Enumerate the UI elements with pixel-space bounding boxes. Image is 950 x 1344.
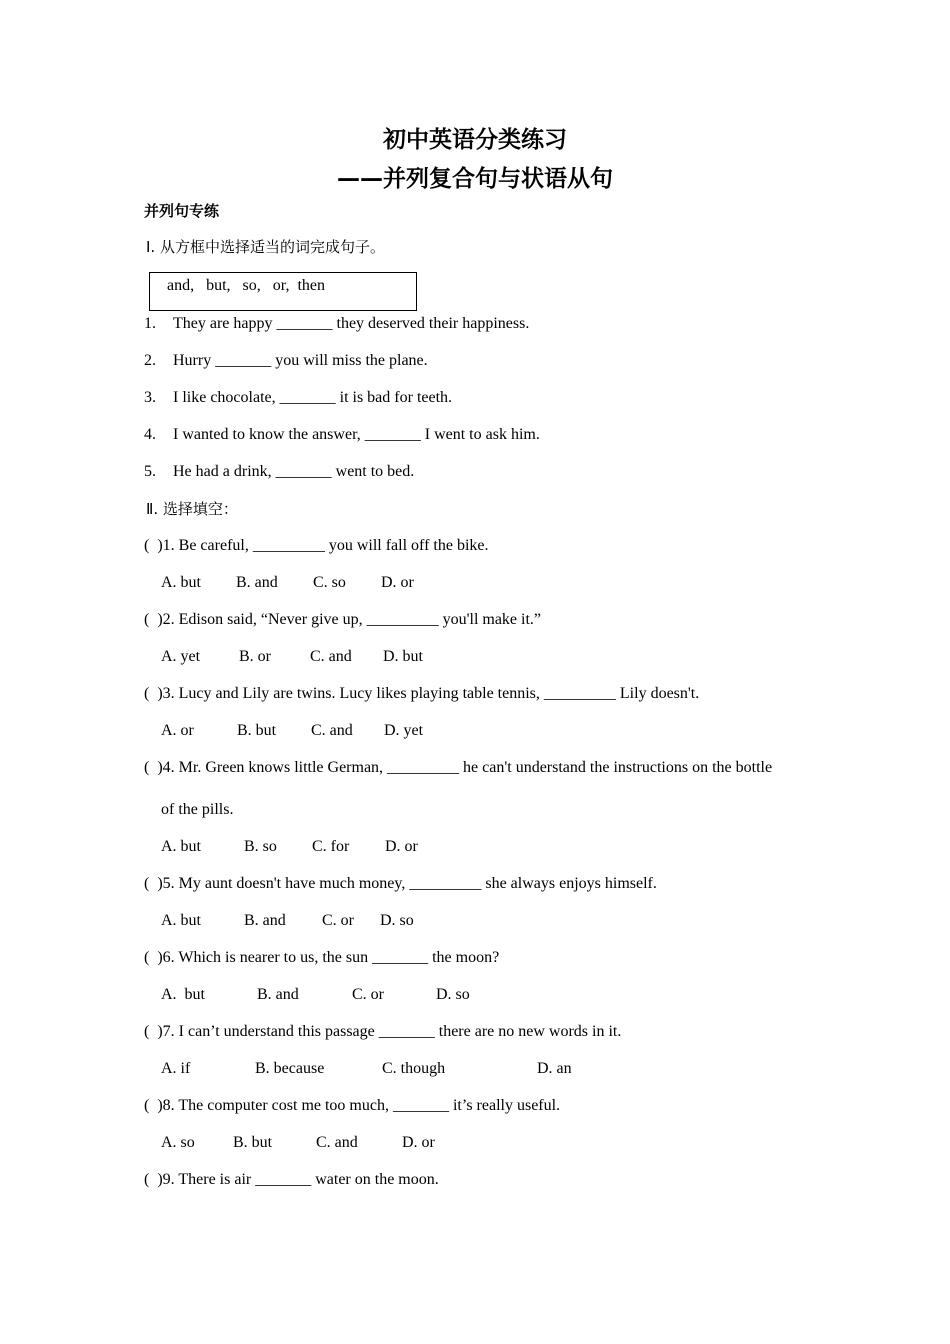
option-c: C. so: [313, 574, 346, 591]
option-c: C. though: [382, 1060, 446, 1077]
list-item: 1. They are happy _______ they deserved their happiness.: [144, 315, 530, 332]
option-c: C. and: [310, 648, 352, 665]
item-text: I wanted to know the answer, _______ I went to ask him.: [173, 426, 540, 443]
option-b: B. or: [239, 648, 271, 665]
option-a: A. if: [161, 1060, 191, 1077]
question-stem-continuation: of the pills.: [161, 801, 234, 818]
part2-instruction: Ⅱ. 选择填空：: [146, 500, 238, 518]
question-stem: ( )9. There is air _______ water on the moon.: [144, 1171, 439, 1188]
item-text: He had a drink, _______ went to bed.: [173, 463, 415, 480]
option-d: D. an: [537, 1060, 572, 1077]
question-stem: ( )5. My aunt doesn't have much money, _________ she always enjoys himself.: [144, 875, 657, 892]
option-a: A. or: [161, 722, 194, 739]
option-b: B. and: [236, 574, 278, 591]
word-box-text: and, but, so, or, then: [167, 277, 326, 294]
option-b: B. and: [244, 912, 286, 929]
option-c: C. and: [316, 1134, 358, 1151]
option-b: B. and: [257, 986, 299, 1003]
option-a: A. so: [161, 1134, 195, 1151]
item-text: Hurry _______ you will miss the plane.: [173, 352, 428, 369]
option-d: D. so: [380, 912, 414, 929]
option-a: A. but: [161, 986, 205, 1003]
option-a: A. but: [161, 574, 201, 591]
question-stem: ( )4. Mr. Green knows little German, _________ he can't understand the instructions on the bottle: [144, 759, 773, 776]
option-a: A. but: [161, 838, 201, 855]
question-stem: ( )2. Edison said, “Never give up, _________ you'll make it.”: [144, 611, 542, 628]
list-item: 2. Hurry _______ you will miss the plane.: [144, 352, 428, 369]
option-a: A. but: [161, 912, 201, 929]
page-title: 初中英语分类练习: [383, 127, 567, 153]
option-d: D. or: [381, 574, 414, 591]
part1-instruction: Ⅰ. 从方框中选择适当的词完成句子。: [146, 238, 385, 256]
option-c: C. for: [312, 838, 350, 855]
option-d: D. but: [383, 648, 423, 665]
question-stem: ( )3. Lucy and Lily are twins. Lucy likes playing table tennis, _________ Lily doesn't.: [144, 685, 700, 702]
word-box: [149, 272, 417, 311]
page-subtitle: ——并列复合句与状语从句: [337, 166, 613, 192]
option-b: B. but: [233, 1134, 273, 1151]
option-c: C. or: [352, 986, 384, 1003]
list-item: 4. I wanted to know the answer, _______ I went to ask him.: [144, 426, 540, 443]
item-text: I like chocolate, _______ it is bad for teeth.: [173, 389, 453, 406]
question-stem: ( )7. I can’t understand this passage _______ there are no new words in it.: [144, 1023, 622, 1040]
question-stem: ( )1. Be careful, _________ you will fall off the bike.: [144, 537, 489, 554]
question-stem: ( )6. Which is nearer to us, the sun _______ the moon?: [144, 949, 500, 966]
option-b: B. but: [237, 722, 277, 739]
list-item: 5. He had a drink, _______ went to bed.: [144, 463, 415, 480]
option-a: A. yet: [161, 648, 201, 665]
option-b: B. because: [255, 1060, 325, 1077]
option-d: D. so: [436, 986, 470, 1003]
option-c: C. or: [322, 912, 354, 929]
option-d: D. yet: [384, 722, 424, 739]
option-c: C. and: [311, 722, 353, 739]
section-heading: 并列句专练: [144, 202, 220, 220]
option-d: D. or: [385, 838, 418, 855]
question-stem: ( )8. The computer cost me too much, _______ it’s really useful.: [144, 1097, 561, 1114]
item-text: They are happy _______ they deserved their happiness.: [173, 315, 530, 332]
option-d: D. or: [402, 1134, 435, 1151]
list-item: 3. I like chocolate, _______ it is bad for teeth.: [144, 389, 453, 406]
option-b: B. so: [244, 838, 277, 855]
